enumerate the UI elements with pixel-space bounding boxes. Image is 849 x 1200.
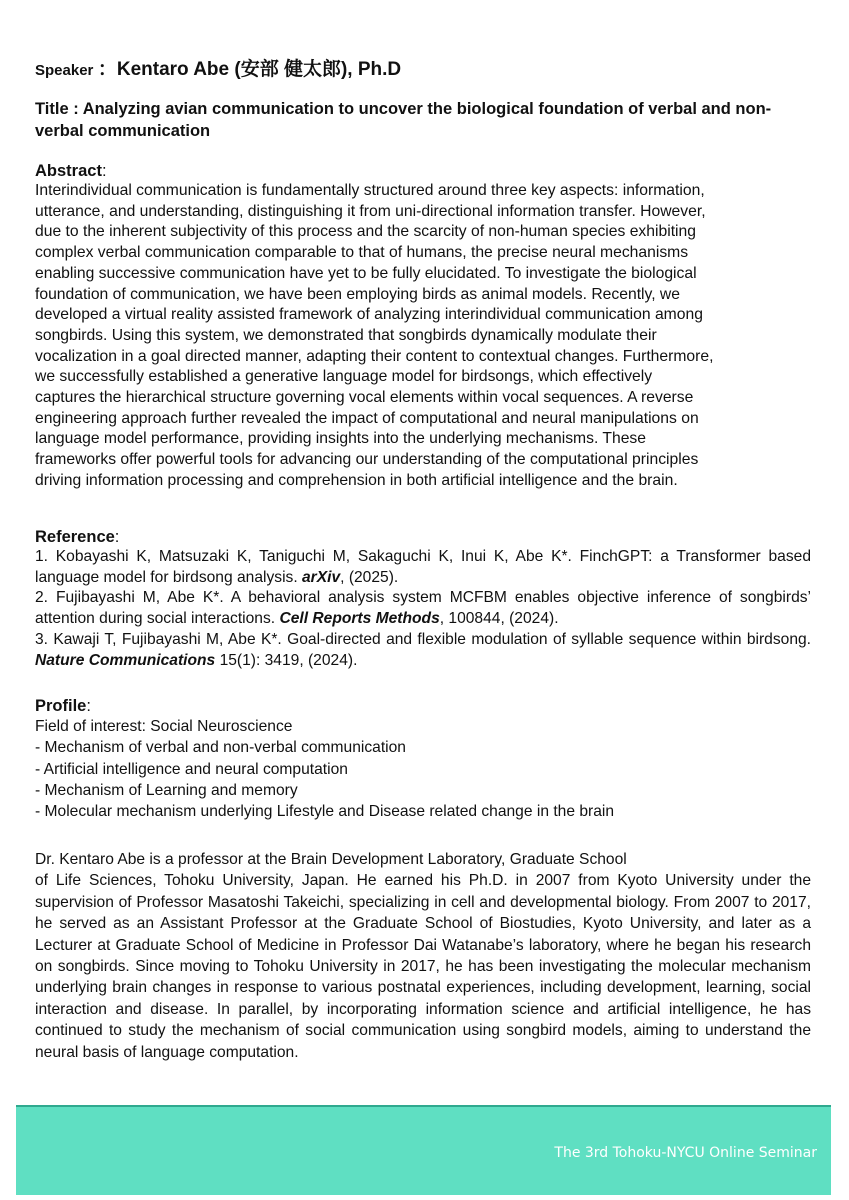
abstract-line: Interindividual communication is fundamentally structured around three key aspects: information,: [35, 182, 705, 199]
profile-section: [35, 696, 811, 822]
reference-item: 2. Fujibayashi M, Abe K*. A behavioral analysis system MCFBM enables objective inference of songbirds’ attention during social interactions. Cell Reports Methods, 100844, (2024).: [35, 589, 811, 628]
abstract-line: language model performance, providing insights into the underlying mechanisms. These: [35, 430, 647, 448]
reference-section: [35, 527, 811, 671]
abstract-body: [35, 181, 811, 492]
bio-text: [35, 849, 811, 1063]
profile-list: [35, 716, 811, 822]
bio-section: [35, 849, 811, 1063]
abstract-line: complex verbal communication comparable to that of humans, the precise neural mechanisms: [35, 244, 689, 262]
abstract-line: foundation of communication, we have been employing birds as animal models. Recently, we: [35, 285, 680, 303]
reference-item: 1. Kobayashi K, Matsuzaki K, Taniguchi M, Sakaguchi K, Inui K, Abe K*. FinchGPT: a Transformer based language model for birdsong analysis. arXiv, (2025).: [35, 548, 811, 586]
speaker-separator: ：: [97, 59, 117, 80]
profile-line: Field of interest: Social Neuroscience: [35, 718, 293, 735]
abstract-line: due to the inherent subjectivity of this process and the scarcity of non-human species exhibiting: [35, 223, 696, 241]
speaker-line: [35, 54, 401, 81]
abstract-line: engineering approach further revealed the impact of computational and neural manipulations on: [35, 409, 699, 427]
profile-line: - Artificial intelligence and neural computation: [35, 760, 348, 778]
abstract-line: songbirds. Using this system, we demonstrated that songbirds dynamically modulate their: [35, 326, 657, 344]
reference-item: 3. Kawaji T, Fujibayashi M, Abe K*. Goal-directed and flexible modulation of syllable sequence within birdsong. Nature Communications 15(1): 3419, (2024).: [35, 630, 811, 669]
abstract-section: [35, 161, 811, 492]
profile-heading: Profile:: [35, 697, 91, 715]
abstract-heading: Abstract:: [35, 162, 107, 180]
reference-heading: Reference:: [35, 528, 120, 546]
journal-name: Cell Reports Methods: [279, 610, 440, 628]
abstract-line: captures the hierarchical structure governing vocal elements within vocal sequences. A reverse: [35, 389, 694, 407]
abstract-line: driving information processing and comprehension in both artificial intelligence and the brain.: [35, 471, 678, 489]
speaker-label: Speaker: [35, 62, 94, 79]
footer-banner: [16, 1105, 831, 1195]
profile-line: - Molecular mechanism underlying Lifestyle and Disease related change in the brain: [35, 803, 615, 821]
title-label: Title: [35, 100, 69, 118]
title-text: Analyzing avian communication to uncover the biological foundation of verbal and non-verbal communication: [35, 100, 772, 140]
speaker-name: Kentaro Abe (安部 健太郎), Ph.D: [116, 59, 402, 80]
abstract-line: frameworks offer powerful tools for advancing our understanding of the computational principles: [35, 451, 699, 469]
bio-paragraph: of Life Sciences, Tohoku University, Japan. He earned his Ph.D. in 2007 from Kyoto University under the supervision of Professor Masatoshi Takeichi, specializing in cell and developmental biology. From 2007 to 2017, he served as an Assistant Professor at the Graduate School of Biostudies, Kyoto University, and later as a Lecturer at Graduate School of Medicine in Professor Dai Watanabe’s laboratory, where he began his research on songbirds. Since moving to Tohoku University in 2017, he has been investigating the molecular mechanism underlying brain changes in response to various postnatal experiences, including development, learning, social interaction and disease. In parallel, by incorporating information science and artificial intelligence, he has continued to study the mechanism of social communication using songbird models, aiming to understand the neural basis of language computation.: [35, 872, 811, 1061]
reference-list: [35, 547, 811, 671]
profile-line: - Mechanism of Learning and memory: [35, 781, 298, 799]
journal-name: arXiv: [302, 568, 341, 586]
footer-text: The 3rd Tohoku-NYCU Online Seminar: [554, 1145, 817, 1161]
abstract-line: enabling successive communication have yet to be fully elucidated. To investigate the biological: [35, 264, 697, 282]
abstract-line: utterance, and understanding, distinguishing it from uni-directional information transfer. However,: [35, 202, 706, 220]
bio-line: Dr. Kentaro Abe is a professor at the Brain Development Laboratory, Graduate School: [35, 851, 627, 868]
journal-name: Nature Communications: [35, 651, 216, 669]
abstract-line: we successfully established a generative language model for birdsongs, which effectively: [35, 368, 653, 386]
abstract-line: developed a virtual reality assisted framework of analyzing interindividual communication among: [35, 306, 703, 324]
profile-line: - Mechanism of verbal and non-verbal communication: [35, 739, 406, 757]
abstract-line: vocalization in a goal directed manner, adapting their content to contextual changes. Furthermore,: [35, 347, 714, 365]
talk-title: Title : Analyzing avian communication to uncover the biological foundation of verbal and non-verbal communication: [35, 100, 772, 140]
